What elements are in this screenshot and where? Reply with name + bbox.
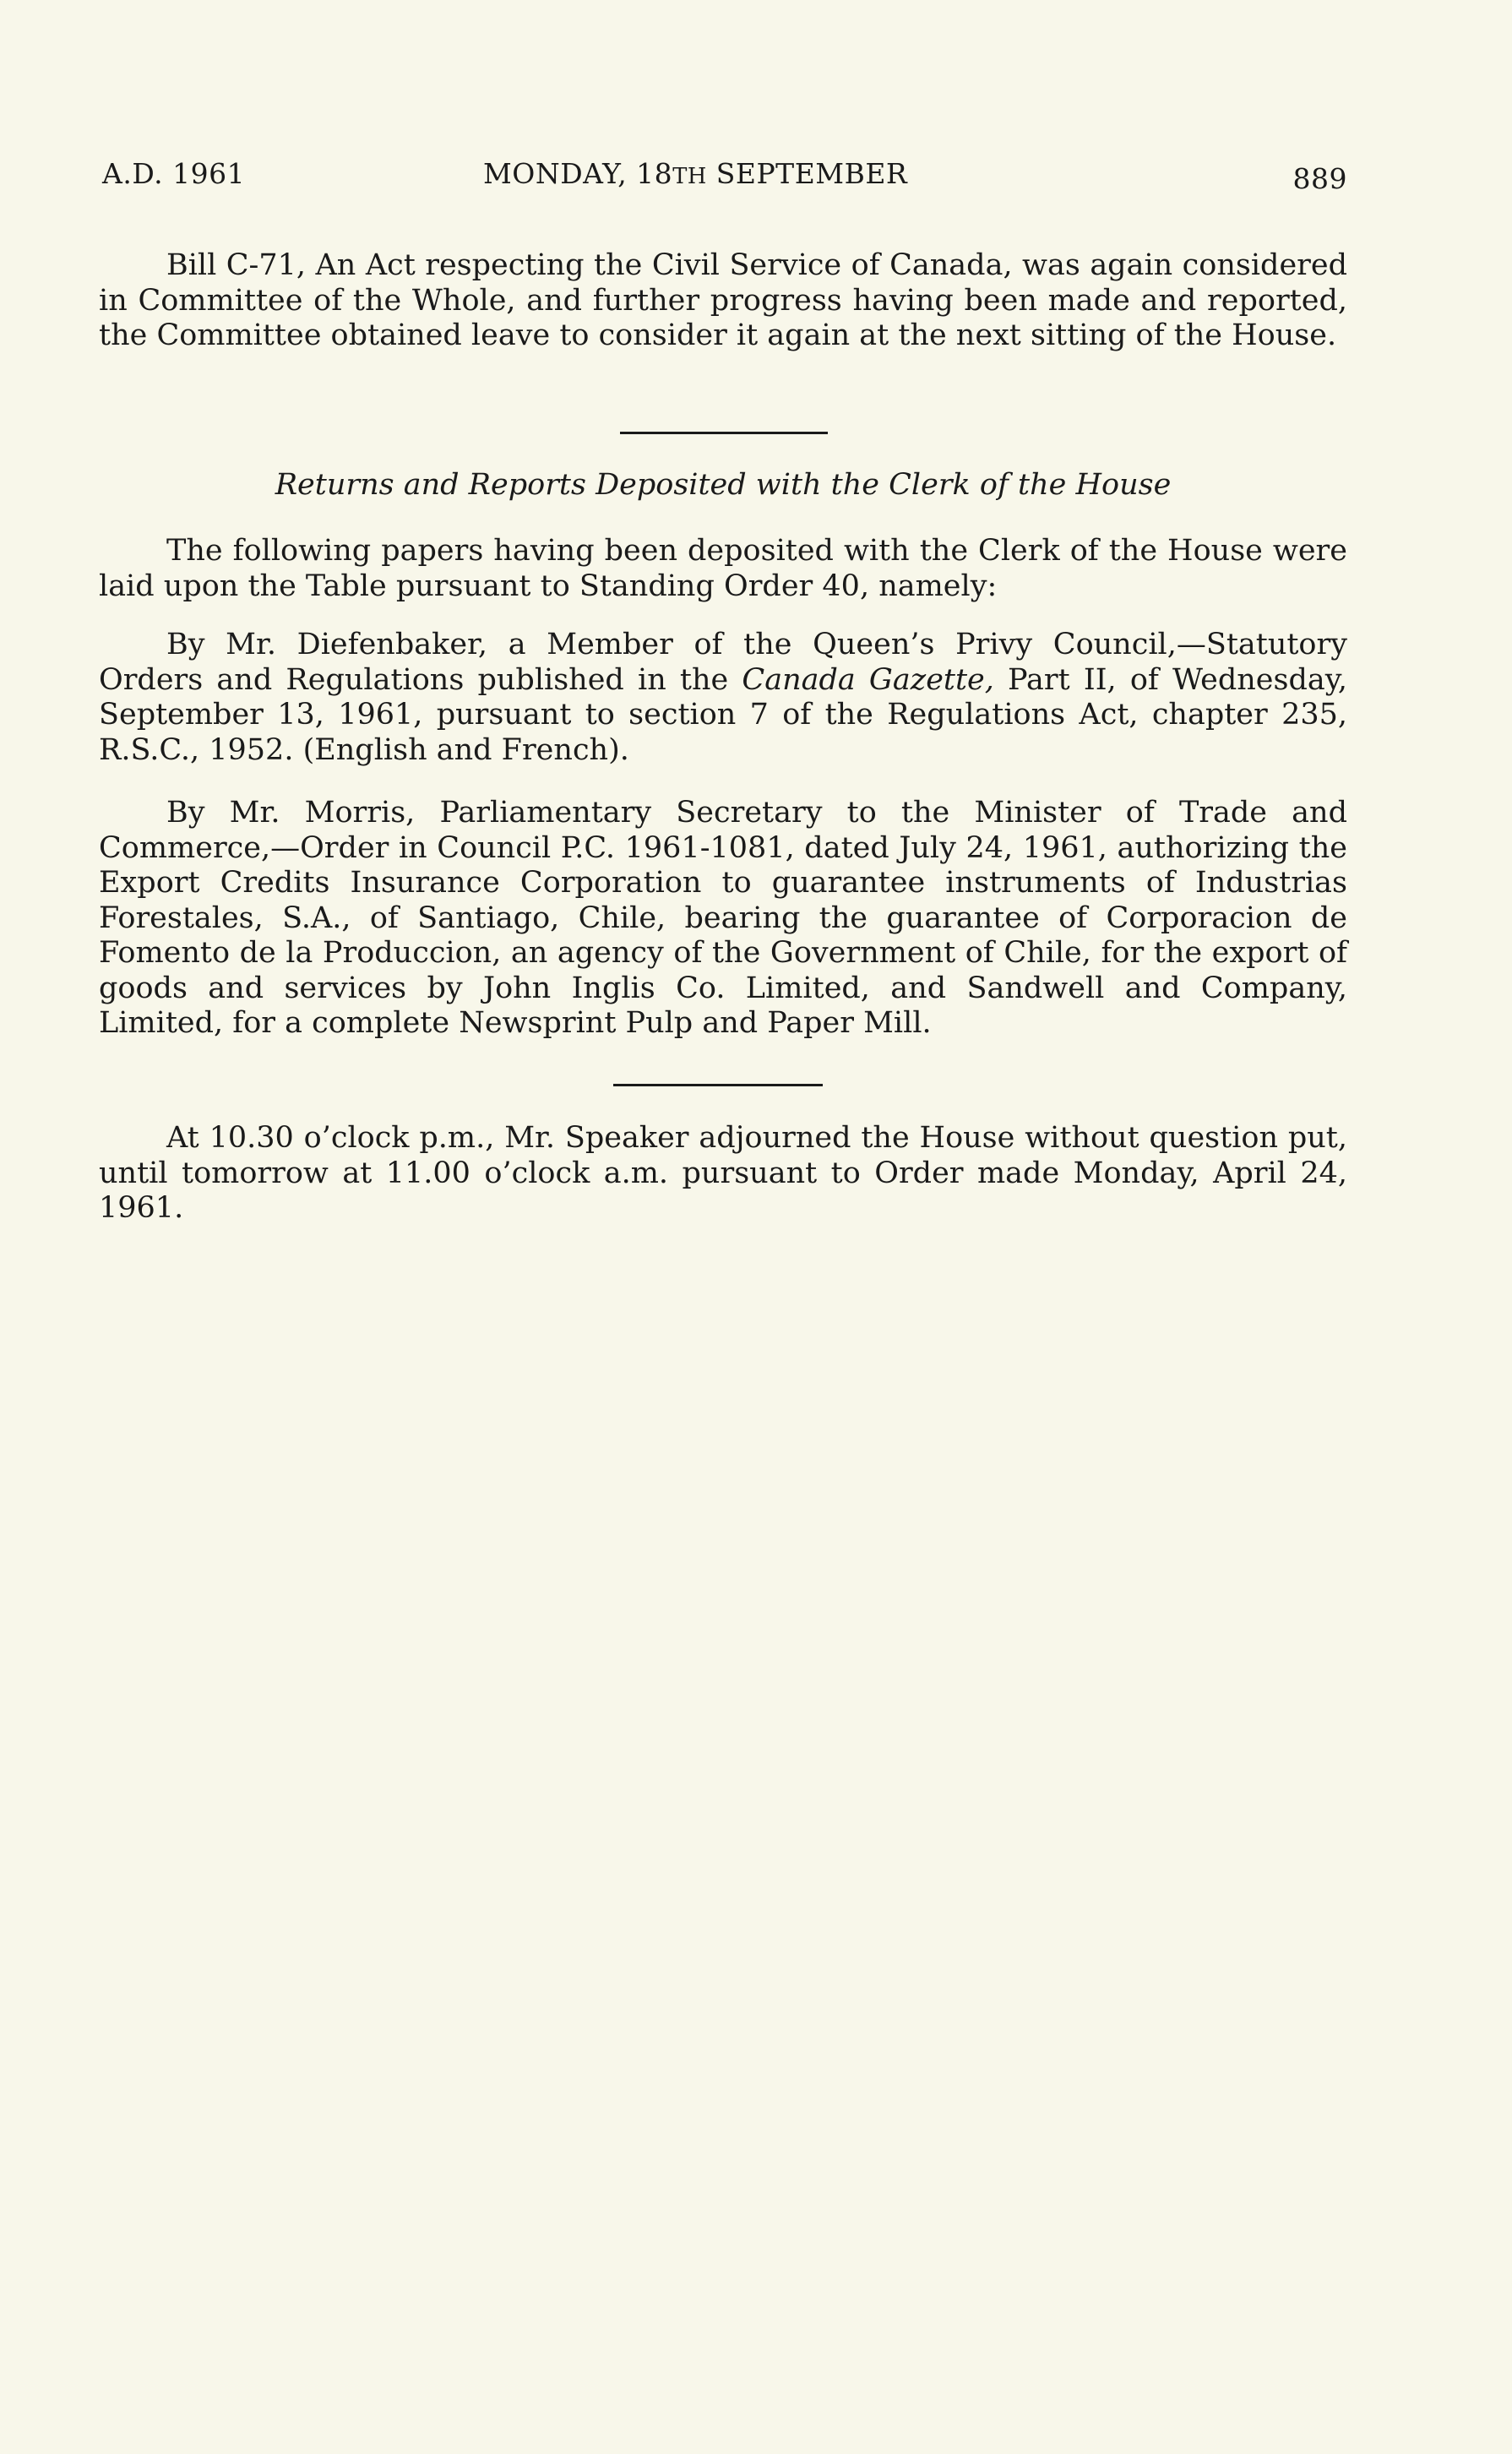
morris-paragraph: By Mr. Morris, Parliamentary Secretary to the Minister of Trade and Commerce,—Order in Council P.C. 1961-1081, dated July 24, 1961, authorizing the Export Credits Insurance Corporation to guarantee instruments of Industrias Forestales, S.A., of Santiago, Chile, bearing the guarantee of Corporacion de Fomento de la Produccion, an agency of the Government of Chile, for the export of goods and services by John Inglis Co. Limited, and Sandwell and Company, Limited, for a complete Newsprint Pulp and Paper Mill. <box>99 796 1347 1040</box>
intro-paragraph: The following papers having been deposited with the Clerk of the House were laid upon the Table pursuant to Standing Order 40, namely: <box>99 534 1347 603</box>
header-date <box>483 157 907 190</box>
header-year: A.D. 1961 <box>102 157 246 190</box>
section-heading: Returns and Reports Deposited with the Clerk of the House <box>275 468 1172 502</box>
page-number: 889 <box>1292 162 1347 195</box>
gazette-title: Canada Gazette, <box>742 662 994 697</box>
diefenbaker-text-b: Part II, of Wednesday, September 13, 1961, pursuant to section 7 of the Regulations Act, chapter 235, R.S.C., 1952. (English and French). <box>99 662 1347 767</box>
header-day: MONDAY, 18 <box>483 157 673 190</box>
diefenbaker-text-a: By Mr. Diefenbaker, a Member of the Queen’s Privy Council,—Statutory Orders and Regulations published in the <box>99 628 1347 697</box>
section-divider <box>613 1084 823 1086</box>
header-month: SEPTEMBER <box>706 157 908 190</box>
diefenbaker-paragraph <box>99 628 1347 768</box>
adjournment-paragraph: At 10.30 o’clock p.m., Mr. Speaker adjourned the House without question put, until tomorrow at 11.00 o’clock a.m. pursuant to Order made Monday, April 24, 1961. <box>99 1121 1347 1225</box>
header-day-suffix: TH <box>672 164 707 189</box>
bill-paragraph: Bill C-71, An Act respecting the Civil Service of Canada, was again considered in Committee of the Whole, and further progress having been made and reported, the Committee obtained leave to consider it again at the next sitting of the House. <box>99 248 1347 352</box>
running-head <box>99 157 1347 199</box>
section-divider <box>620 432 828 434</box>
